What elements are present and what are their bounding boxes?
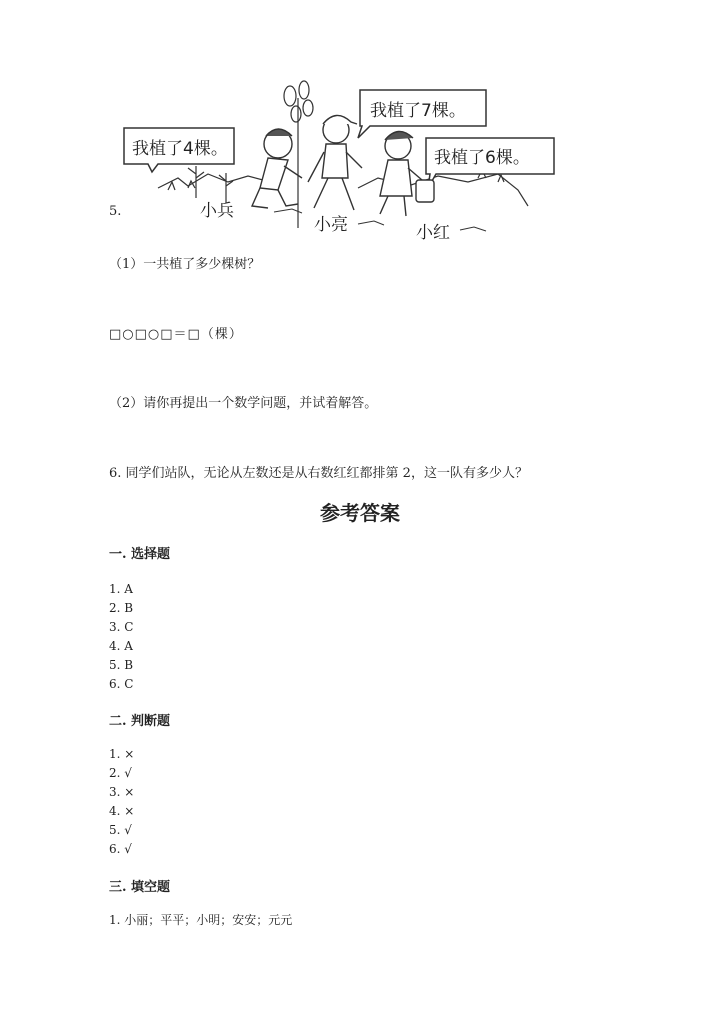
tree-planting-illustration bbox=[118, 78, 568, 244]
true-false-answers bbox=[109, 745, 134, 859]
name-label-3: 小红 bbox=[416, 223, 450, 243]
section-heading-true-false: 二. 判断题 bbox=[109, 714, 171, 729]
speech-bubble-left bbox=[124, 128, 234, 172]
name-label-2: 小亮 bbox=[314, 215, 348, 235]
speech-bubble-middle bbox=[358, 90, 486, 138]
answer-item: 5. B bbox=[109, 658, 134, 672]
answer-item: 1. × bbox=[109, 747, 135, 761]
answer-formula-template: □○□○□＝□（棵） bbox=[109, 327, 243, 342]
answer-item: 3. C bbox=[109, 620, 134, 634]
bubble-right-text: 我植了6棵。 bbox=[434, 148, 530, 168]
question-5-number: 5. bbox=[109, 204, 122, 219]
answer-item: 3. × bbox=[109, 785, 135, 799]
speech-bubble-right bbox=[426, 138, 554, 188]
answer-item: 2. B bbox=[109, 601, 134, 615]
section-heading-fill-blank: 三. 填空题 bbox=[109, 880, 171, 895]
question-6: 6. 同学们站队，无论从左数还是从右数红红都排第 2，这一队有多少人？ bbox=[109, 466, 528, 481]
answer-item: 6. C bbox=[109, 677, 134, 691]
answer-item: 1. 小丽；平平；小明；安安；元元 bbox=[109, 913, 293, 927]
answer-item: 4. A bbox=[109, 639, 133, 653]
bubble-middle-text: 我植了7棵。 bbox=[370, 101, 466, 121]
answer-key-title: 参考答案 bbox=[320, 501, 400, 525]
answer-item: 2. √ bbox=[109, 766, 132, 780]
answer-item: 1. A bbox=[109, 582, 133, 596]
question-5-part-1: （1）一共植了多少棵树？ bbox=[109, 257, 261, 272]
child-xiaoliang bbox=[308, 115, 362, 210]
fill-blank-answers bbox=[109, 911, 292, 930]
answer-item: 5. √ bbox=[109, 823, 132, 837]
answer-item: 4. × bbox=[109, 804, 135, 818]
name-label-1: 小兵 bbox=[200, 201, 234, 221]
question-5-part-2: （2）请你再提出一个数学问题，并试着解答。 bbox=[109, 396, 378, 411]
child-xiaobing bbox=[252, 129, 302, 208]
answer-item: 6. √ bbox=[109, 842, 132, 856]
bubble-left-text: 我植了4棵。 bbox=[132, 139, 228, 159]
multiple-choice-answers bbox=[109, 580, 133, 694]
section-heading-multiple-choice: 一. 选择题 bbox=[109, 547, 171, 562]
